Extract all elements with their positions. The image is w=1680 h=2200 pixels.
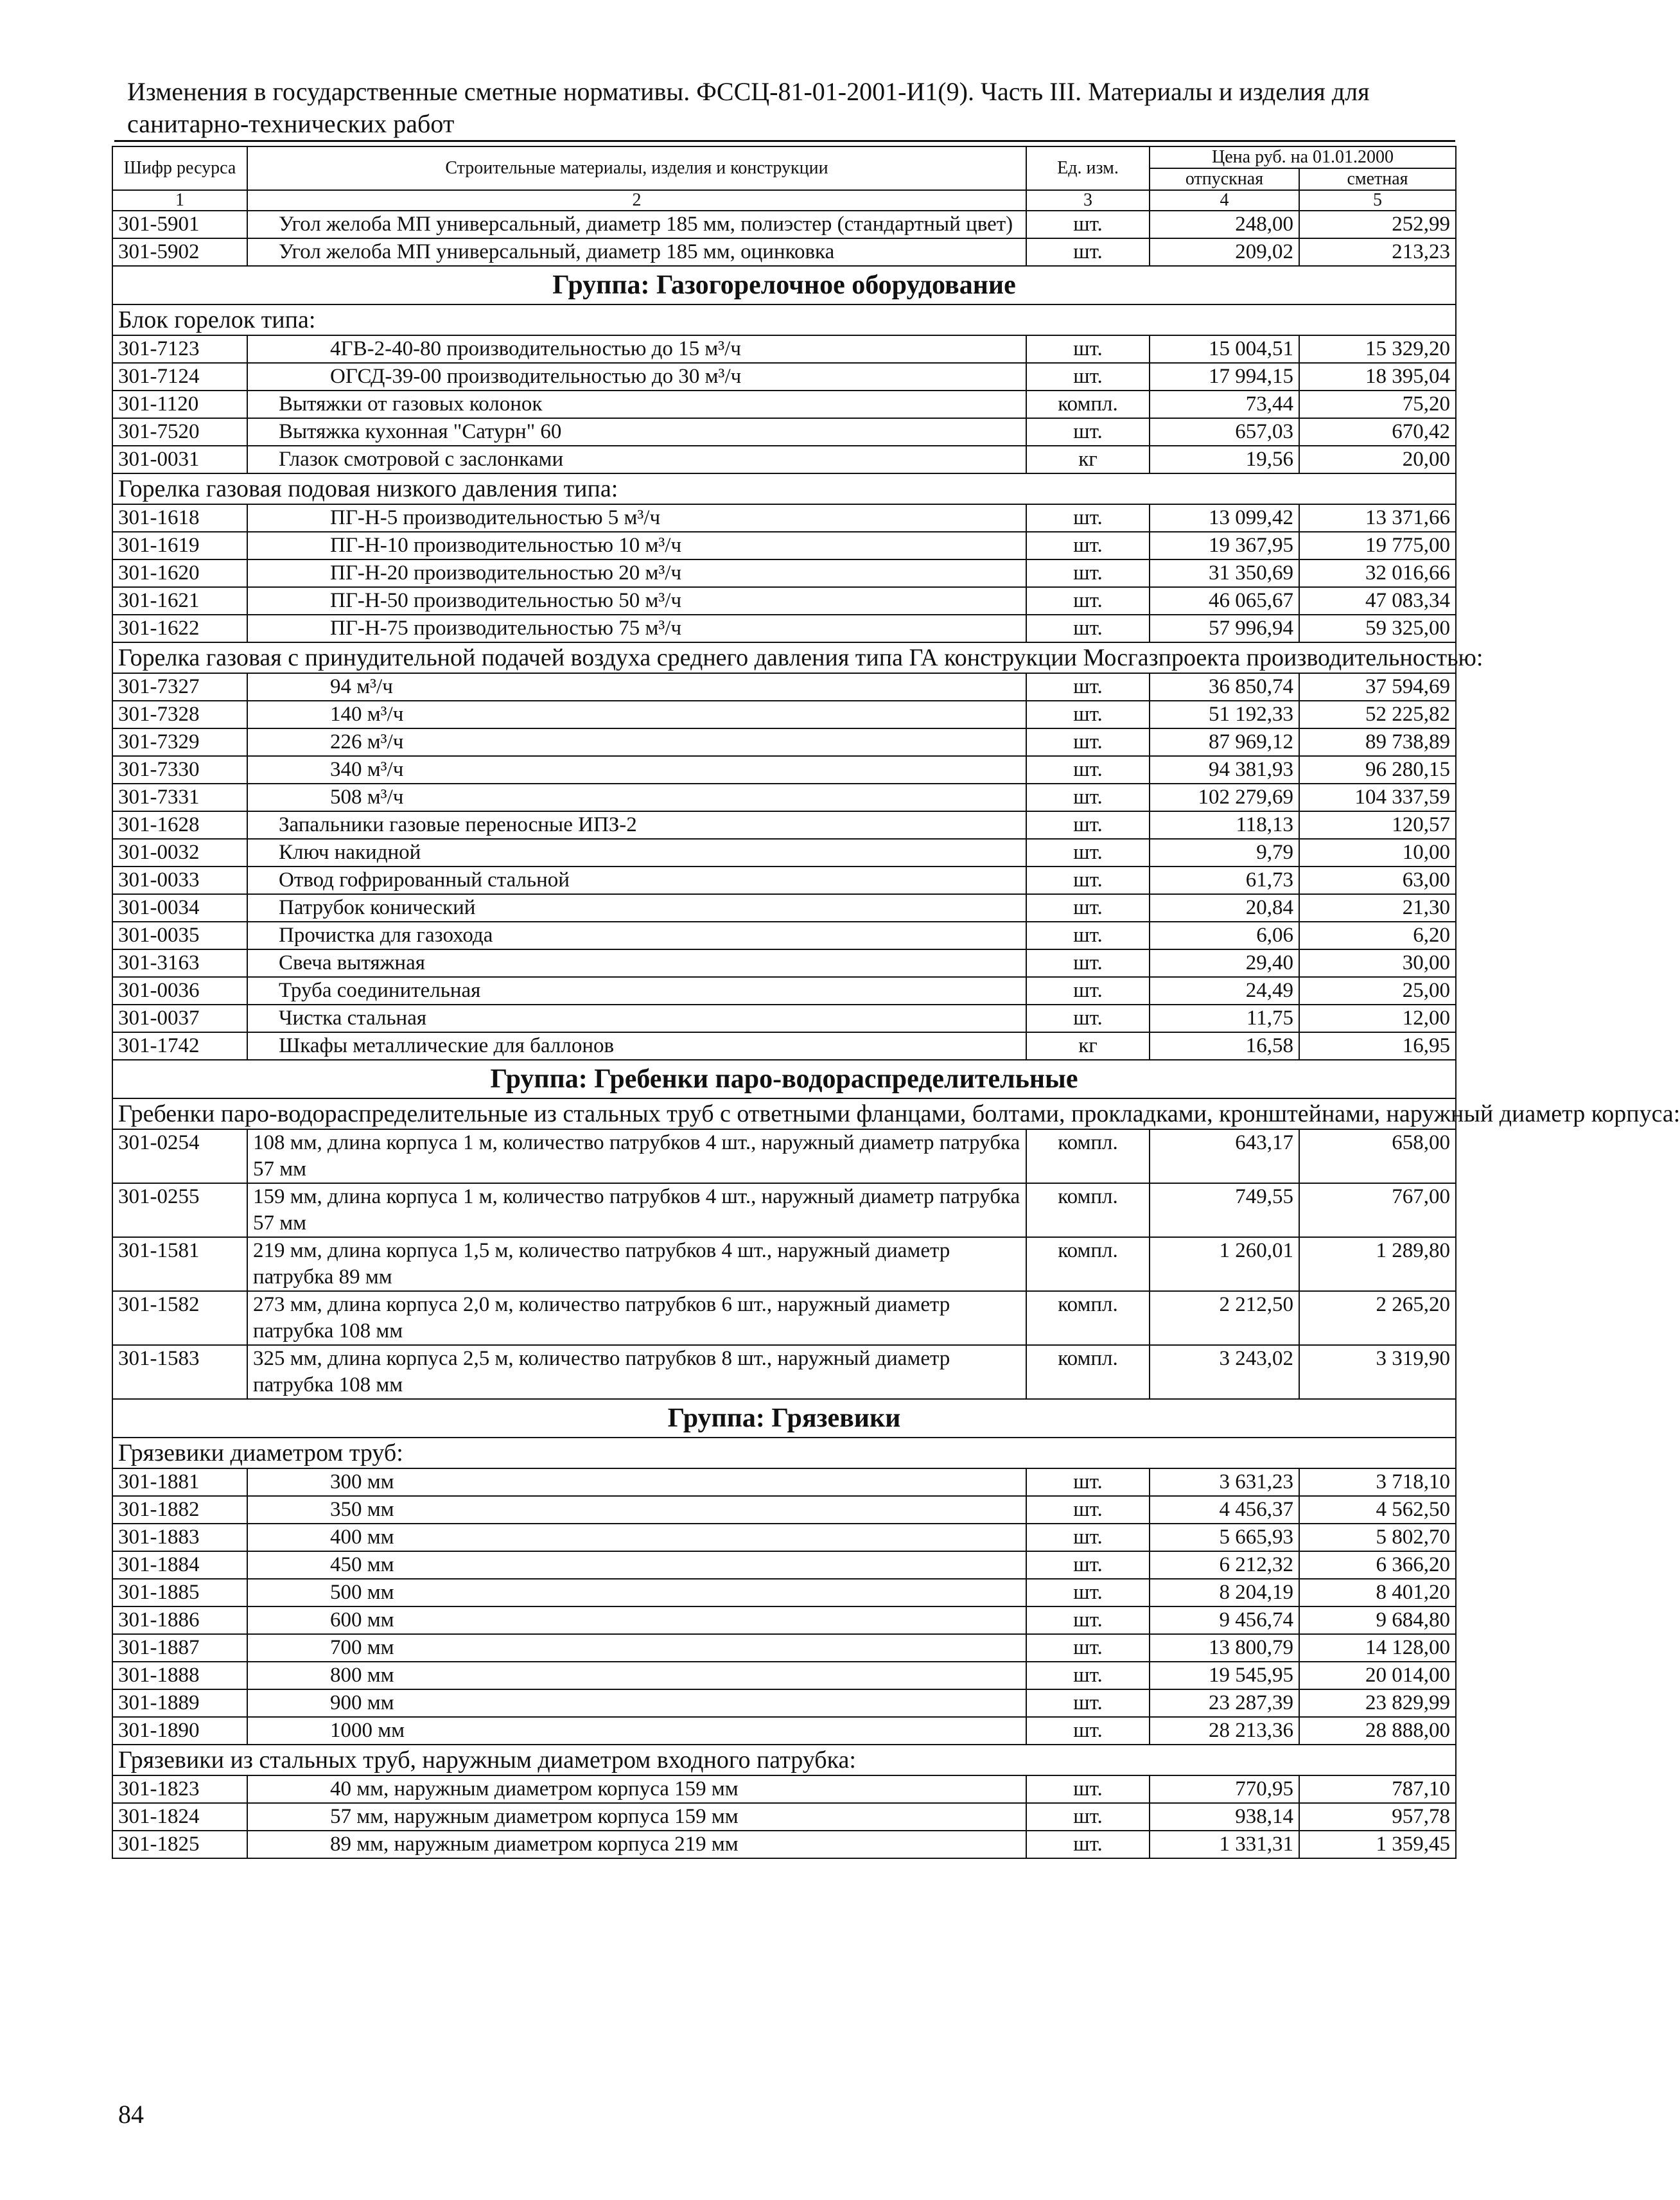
material-name-cell: 800 мм (247, 1662, 1026, 1689)
table-row (112, 1551, 1456, 1579)
estimate-price-cell: 104 337,59 (1299, 784, 1456, 811)
header-wholesale: отпускная (1150, 168, 1299, 190)
material-name-cell: Прочистка для газохода (247, 922, 1026, 949)
estimate-price-cell: 37 594,69 (1299, 673, 1456, 701)
estimate-price-cell: 957,78 (1299, 1803, 1456, 1831)
resource-code-cell: 301-7520 (112, 418, 247, 446)
column-number: 4 (1150, 190, 1299, 211)
resource-code-cell: 301-5902 (112, 238, 247, 266)
table-row (112, 1183, 1456, 1237)
unit-cell: шт. (1026, 1551, 1150, 1579)
resource-code-cell: 301-1881 (112, 1468, 247, 1496)
price-table (112, 146, 1680, 1859)
material-name-cell: 94 м³/ч (247, 673, 1026, 701)
resource-code-cell: 301-5901 (112, 211, 247, 238)
resource-code-cell: 301-1628 (112, 811, 247, 839)
estimate-price-cell: 252,99 (1299, 211, 1456, 238)
wholesale-price-cell: 94 381,93 (1150, 756, 1299, 784)
unit-cell: компл. (1026, 1291, 1150, 1345)
wholesale-price-cell: 20,84 (1150, 894, 1299, 922)
wholesale-price-cell: 61,73 (1150, 867, 1299, 894)
header-rule (114, 140, 1455, 142)
wholesale-price-cell: 102 279,69 (1150, 784, 1299, 811)
table-row (112, 1689, 1456, 1717)
unit-cell: шт. (1026, 867, 1150, 894)
subheading-row (112, 1098, 1456, 1129)
unit-cell: шт. (1026, 1689, 1150, 1717)
table-row (112, 1291, 1456, 1345)
resource-code-cell: 301-3163 (112, 949, 247, 977)
table-row (112, 839, 1456, 867)
material-name-cell: 350 мм (247, 1496, 1026, 1524)
estimate-price-cell: 18 395,04 (1299, 363, 1456, 391)
table-row (112, 977, 1456, 1005)
unit-cell: шт. (1026, 532, 1150, 559)
wholesale-price-cell: 9 456,74 (1150, 1606, 1299, 1634)
table-row (112, 363, 1456, 391)
material-name-cell: 159 мм, длина корпуса 1 м, количество патрубков 4 шт., наружный диаметр патрубка 57 мм (247, 1183, 1026, 1237)
unit-cell: шт. (1026, 894, 1150, 922)
unit-cell: кг (1026, 1032, 1150, 1060)
header-unit: Ед. изм. (1026, 146, 1150, 190)
subheading: Горелка газовая с принудительной подачей воздуха среднего давления типа ГА конструкции Мосгазпроекта производительностью: (112, 642, 1456, 673)
unit-cell: шт. (1026, 1005, 1150, 1032)
wholesale-price-cell: 8 204,19 (1150, 1579, 1299, 1606)
material-name-cell: Труба соединительная (247, 977, 1026, 1005)
estimate-price-cell: 6,20 (1299, 922, 1456, 949)
estimate-price-cell: 1 289,80 (1299, 1237, 1456, 1291)
subheading-row (112, 642, 1456, 673)
estimate-price-cell: 30,00 (1299, 949, 1456, 977)
wholesale-price-cell: 2 212,50 (1150, 1291, 1299, 1345)
wholesale-price-cell: 28 213,36 (1150, 1717, 1299, 1745)
resource-code-cell: 301-0033 (112, 867, 247, 894)
table-row (112, 949, 1456, 977)
table-row (112, 1129, 1456, 1183)
unit-cell: шт. (1026, 1496, 1150, 1524)
estimate-price-cell: 5 802,70 (1299, 1524, 1456, 1551)
resource-code-cell: 301-7124 (112, 363, 247, 391)
wholesale-price-cell: 4 456,37 (1150, 1496, 1299, 1524)
resource-code-cell: 301-1618 (112, 504, 247, 532)
material-name-cell: 108 мм, длина корпуса 1 м, количество патрубков 4 шт., наружный диаметр патрубка 57 мм (247, 1129, 1026, 1183)
unit-cell: компл. (1026, 1237, 1150, 1291)
wholesale-price-cell: 6,06 (1150, 922, 1299, 949)
subheading-row (112, 1438, 1456, 1468)
unit-cell: шт. (1026, 1717, 1150, 1745)
unit-cell: шт. (1026, 1831, 1150, 1858)
estimate-price-cell: 2 265,20 (1299, 1291, 1456, 1345)
table-row (112, 1032, 1456, 1060)
wholesale-price-cell: 73,44 (1150, 391, 1299, 418)
material-name-cell: 700 мм (247, 1634, 1026, 1662)
table-row (112, 922, 1456, 949)
unit-cell: шт. (1026, 1468, 1150, 1496)
estimate-price-cell: 59 325,00 (1299, 615, 1456, 642)
wholesale-price-cell: 770,95 (1150, 1775, 1299, 1803)
table-row (112, 532, 1456, 559)
wholesale-price-cell: 31 350,69 (1150, 559, 1299, 587)
estimate-price-cell: 96 280,15 (1299, 756, 1456, 784)
material-name-cell: ОГСД-39-00 производительностью до 30 м³/ч (247, 363, 1026, 391)
subheading: Гребенки паро-водораспределительные из стальных труб с ответными фланцами, болтами, прокладками, кронштейнами, наружный диаметр корпуса: (112, 1098, 1456, 1129)
estimate-price-cell: 32 016,66 (1299, 559, 1456, 587)
column-number: 1 (112, 190, 247, 211)
wholesale-price-cell: 1 260,01 (1150, 1237, 1299, 1291)
estimate-price-cell: 4 562,50 (1299, 1496, 1456, 1524)
resource-code-cell: 301-1887 (112, 1634, 247, 1662)
estimate-price-cell: 213,23 (1299, 238, 1456, 266)
estimate-price-cell: 47 083,34 (1299, 587, 1456, 615)
material-name-cell: ПГ-Н-20 производительностью 20 м³/ч (247, 559, 1026, 587)
estimate-price-cell: 23 829,99 (1299, 1689, 1456, 1717)
resource-code-cell: 301-1885 (112, 1579, 247, 1606)
unit-cell: шт. (1026, 504, 1150, 532)
material-name-cell: 508 м³/ч (247, 784, 1026, 811)
resource-code-cell: 301-1888 (112, 1662, 247, 1689)
material-name-cell: Глазок смотровой с заслонками (247, 446, 1026, 473)
unit-cell: шт. (1026, 238, 1150, 266)
unit-cell: шт. (1026, 1775, 1150, 1803)
material-name-cell: 500 мм (247, 1579, 1026, 1606)
column-number-row (112, 190, 1456, 211)
estimate-price-cell: 9 684,80 (1299, 1606, 1456, 1634)
unit-cell: шт. (1026, 1524, 1150, 1551)
wholesale-price-cell: 3 631,23 (1150, 1468, 1299, 1496)
wholesale-price-cell: 29,40 (1150, 949, 1299, 977)
wholesale-price-cell: 938,14 (1150, 1803, 1299, 1831)
wholesale-price-cell: 16,58 (1150, 1032, 1299, 1060)
resource-code-cell: 301-1581 (112, 1237, 247, 1291)
resource-code-cell: 301-1120 (112, 391, 247, 418)
unit-cell: шт. (1026, 559, 1150, 587)
unit-cell: шт. (1026, 615, 1150, 642)
table-row (112, 446, 1456, 473)
estimate-price-cell: 12,00 (1299, 1005, 1456, 1032)
column-number: 5 (1299, 190, 1456, 211)
resource-code-cell: 301-0037 (112, 1005, 247, 1032)
subheading-row (112, 304, 1456, 335)
resource-code-cell: 301-0036 (112, 977, 247, 1005)
wholesale-price-cell: 23 287,39 (1150, 1689, 1299, 1717)
table-row (112, 1662, 1456, 1689)
table-row (112, 1237, 1456, 1291)
material-name-cell: 57 мм, наружным диаметром корпуса 159 мм (247, 1803, 1026, 1831)
wholesale-price-cell: 87 969,12 (1150, 728, 1299, 756)
group-heading-row (112, 266, 1456, 304)
estimate-price-cell: 1 359,45 (1299, 1831, 1456, 1858)
wholesale-price-cell: 209,02 (1150, 238, 1299, 266)
table-row (112, 504, 1456, 532)
resource-code-cell: 301-7330 (112, 756, 247, 784)
unit-cell: шт. (1026, 728, 1150, 756)
wholesale-price-cell: 6 212,32 (1150, 1551, 1299, 1579)
table-row (112, 1345, 1456, 1399)
resource-code-cell: 301-7331 (112, 784, 247, 811)
unit-cell: шт. (1026, 418, 1150, 446)
unit-cell: шт. (1026, 977, 1150, 1005)
material-name-cell: 273 мм, длина корпуса 2,0 м, количество патрубков 6 шт., наружный диаметр патрубка 108 мм (247, 1291, 1026, 1345)
material-name-cell: 300 мм (247, 1468, 1026, 1496)
resource-code-cell: 301-0035 (112, 922, 247, 949)
estimate-price-cell: 670,42 (1299, 418, 1456, 446)
page-header: Изменения в государственные сметные нормативы. ФССЦ-81-01-2001-И1(9). Часть III. Материалы и изделия для санитарно-технических работ (127, 77, 1370, 138)
column-number: 3 (1026, 190, 1150, 211)
wholesale-price-cell: 15 004,51 (1150, 335, 1299, 363)
unit-cell: шт. (1026, 587, 1150, 615)
table-row (112, 1717, 1456, 1745)
resource-code-cell: 301-7328 (112, 701, 247, 728)
resource-code-cell: 301-1889 (112, 1689, 247, 1717)
table-row (112, 391, 1456, 418)
wholesale-price-cell: 9,79 (1150, 839, 1299, 867)
table-row (112, 784, 1456, 811)
table-header-row (112, 146, 1456, 168)
unit-cell: шт. (1026, 211, 1150, 238)
unit-cell: шт. (1026, 701, 1150, 728)
material-name-cell: Вытяжка кухонная "Сатурн" 60 (247, 418, 1026, 446)
wholesale-price-cell: 749,55 (1150, 1183, 1299, 1237)
header-name: Строительные материалы, изделия и конструкции (247, 146, 1026, 190)
group-heading-row (112, 1399, 1456, 1438)
subheading-row (112, 473, 1456, 504)
resource-code-cell: 301-0031 (112, 446, 247, 473)
material-name-cell: Патрубок конический (247, 894, 1026, 922)
estimate-price-cell: 3 319,90 (1299, 1345, 1456, 1399)
table-row (112, 1005, 1456, 1032)
wholesale-price-cell: 657,03 (1150, 418, 1299, 446)
wholesale-price-cell: 13 800,79 (1150, 1634, 1299, 1662)
wholesale-price-cell: 24,49 (1150, 977, 1299, 1005)
material-name-cell: 1000 мм (247, 1717, 1026, 1745)
resource-code-cell: 301-1825 (112, 1831, 247, 1858)
table-row (112, 1606, 1456, 1634)
material-name-cell: 219 мм, длина корпуса 1,5 м, количество патрубков 4 шт., наружный диаметр патрубка 89 мм (247, 1237, 1026, 1291)
table-row (112, 1496, 1456, 1524)
wholesale-price-cell: 11,75 (1150, 1005, 1299, 1032)
estimate-price-cell: 20 014,00 (1299, 1662, 1456, 1689)
estimate-price-cell: 15 329,20 (1299, 335, 1456, 363)
estimate-price-cell: 6 366,20 (1299, 1551, 1456, 1579)
table-row (112, 1579, 1456, 1606)
unit-cell: шт. (1026, 673, 1150, 701)
resource-code-cell: 301-1621 (112, 587, 247, 615)
estimate-price-cell: 52 225,82 (1299, 701, 1456, 728)
wholesale-price-cell: 5 665,93 (1150, 1524, 1299, 1551)
table-row (112, 811, 1456, 839)
subheading: Грязевики диаметром труб: (112, 1438, 1456, 1468)
material-name-cell: ПГ-Н-50 производительностью 50 м³/ч (247, 587, 1026, 615)
wholesale-price-cell: 1 331,31 (1150, 1831, 1299, 1858)
estimate-price-cell: 20,00 (1299, 446, 1456, 473)
material-name-cell: Отвод гофрированный стальной (247, 867, 1026, 894)
wholesale-price-cell: 46 065,67 (1150, 587, 1299, 615)
material-name-cell: Угол желоба МП универсальный, диаметр 185 мм, оцинковка (247, 238, 1026, 266)
resource-code-cell: 301-0255 (112, 1183, 247, 1237)
table-row (112, 756, 1456, 784)
material-name-cell: Свеча вытяжная (247, 949, 1026, 977)
table-row (112, 211, 1456, 238)
wholesale-price-cell: 19,56 (1150, 446, 1299, 473)
subheading: Горелка газовая подовая низкого давления типа: (112, 473, 1456, 504)
estimate-price-cell: 19 775,00 (1299, 532, 1456, 559)
unit-cell: компл. (1026, 1345, 1150, 1399)
unit-cell: шт. (1026, 1579, 1150, 1606)
resource-code-cell: 301-1883 (112, 1524, 247, 1551)
estimate-price-cell: 8 401,20 (1299, 1579, 1456, 1606)
resource-code-cell: 301-7327 (112, 673, 247, 701)
material-name-cell: 89 мм, наружным диаметром корпуса 219 мм (247, 1831, 1026, 1858)
unit-cell: шт. (1026, 949, 1150, 977)
resource-code-cell: 301-0032 (112, 839, 247, 867)
wholesale-price-cell: 51 192,33 (1150, 701, 1299, 728)
table-row (112, 559, 1456, 587)
wholesale-price-cell: 57 996,94 (1150, 615, 1299, 642)
material-name-cell: 4ГВ-2-40-80 производительностью до 15 м³/ч (247, 335, 1026, 363)
resource-code-cell: 301-0254 (112, 1129, 247, 1183)
table-row (112, 335, 1456, 363)
material-name-cell: 340 м³/ч (247, 756, 1026, 784)
subheading: Грязевики из стальных труб, наружным диаметром входного патрубка: (112, 1745, 1456, 1775)
unit-cell: шт. (1026, 839, 1150, 867)
material-name-cell: ПГ-Н-75 производительностью 75 м³/ч (247, 615, 1026, 642)
table-row (112, 587, 1456, 615)
table-row (112, 1803, 1456, 1831)
wholesale-price-cell: 17 994,15 (1150, 363, 1299, 391)
table-row (112, 728, 1456, 756)
table-row (112, 615, 1456, 642)
resource-code-cell: 301-1884 (112, 1551, 247, 1579)
header-code: Шифр ресурса (112, 146, 247, 190)
unit-cell: шт. (1026, 811, 1150, 839)
unit-cell: шт. (1026, 1803, 1150, 1831)
resource-code-cell: 301-1622 (112, 615, 247, 642)
estimate-price-cell: 21,30 (1299, 894, 1456, 922)
table-row (112, 673, 1456, 701)
unit-cell: шт. (1026, 1606, 1150, 1634)
wholesale-price-cell: 19 545,95 (1150, 1662, 1299, 1689)
table-row (112, 1524, 1456, 1551)
resource-code-cell: 301-1824 (112, 1803, 247, 1831)
resource-code-cell: 301-1890 (112, 1717, 247, 1745)
resource-code-cell: 301-1583 (112, 1345, 247, 1399)
estimate-price-cell: 16,95 (1299, 1032, 1456, 1060)
estimate-price-cell: 13 371,66 (1299, 504, 1456, 532)
resource-code-cell: 301-7123 (112, 335, 247, 363)
group-heading: Группа: Гребенки паро-водораспределительные (112, 1060, 1456, 1098)
table-row (112, 238, 1456, 266)
unit-cell: компл. (1026, 1129, 1150, 1183)
resource-code-cell: 301-1620 (112, 559, 247, 587)
estimate-price-cell: 63,00 (1299, 867, 1456, 894)
resource-code-cell: 301-0034 (112, 894, 247, 922)
material-name-cell: Угол желоба МП универсальный, диаметр 185 мм, полиэстер (стандартный цвет) (247, 211, 1026, 238)
group-heading-row (112, 1060, 1456, 1098)
unit-cell: шт. (1026, 784, 1150, 811)
table-row (112, 701, 1456, 728)
material-name-cell: 325 мм, длина корпуса 2,5 м, количество патрубков 8 шт., наружный диаметр патрубка 108 мм (247, 1345, 1026, 1399)
estimate-price-cell: 120,57 (1299, 811, 1456, 839)
material-name-cell: 450 мм (247, 1551, 1026, 1579)
material-name-cell: 900 мм (247, 1689, 1026, 1717)
header-price: Цена руб. на 01.01.2000 (1150, 146, 1456, 168)
unit-cell: компл. (1026, 1183, 1150, 1237)
resource-code-cell: 301-1619 (112, 532, 247, 559)
unit-cell: шт. (1026, 1662, 1150, 1689)
table-row (112, 867, 1456, 894)
table-row (112, 1775, 1456, 1803)
material-name-cell: Ключ накидной (247, 839, 1026, 867)
subheading: Блок горелок типа: (112, 304, 1456, 335)
column-number: 2 (247, 190, 1026, 211)
unit-cell: шт. (1026, 335, 1150, 363)
resource-code-cell: 301-7329 (112, 728, 247, 756)
material-name-cell: 40 мм, наружным диаметром корпуса 159 мм (247, 1775, 1026, 1803)
estimate-price-cell: 28 888,00 (1299, 1717, 1456, 1745)
subheading-row (112, 1745, 1456, 1775)
material-name-cell: 400 мм (247, 1524, 1026, 1551)
material-name-cell: 226 м³/ч (247, 728, 1026, 756)
estimate-price-cell: 89 738,89 (1299, 728, 1456, 756)
unit-cell: шт. (1026, 922, 1150, 949)
estimate-price-cell: 75,20 (1299, 391, 1456, 418)
table-row (112, 894, 1456, 922)
material-name-cell: Запальники газовые переносные ИПЗ-2 (247, 811, 1026, 839)
unit-cell: шт. (1026, 1634, 1150, 1662)
estimate-price-cell: 767,00 (1299, 1183, 1456, 1237)
resource-code-cell: 301-1742 (112, 1032, 247, 1060)
table-row (112, 418, 1456, 446)
page-number: 84 (118, 2100, 144, 2129)
wholesale-price-cell: 36 850,74 (1150, 673, 1299, 701)
estimate-price-cell: 658,00 (1299, 1129, 1456, 1183)
material-name-cell: 140 м³/ч (247, 701, 1026, 728)
estimate-price-cell: 25,00 (1299, 977, 1456, 1005)
estimate-price-cell: 3 718,10 (1299, 1468, 1456, 1496)
wholesale-price-cell: 248,00 (1150, 211, 1299, 238)
wholesale-price-cell: 643,17 (1150, 1129, 1299, 1183)
header-estimate: сметная (1299, 168, 1456, 190)
resource-code-cell: 301-1582 (112, 1291, 247, 1345)
table-row (112, 1468, 1456, 1496)
unit-cell: шт. (1026, 363, 1150, 391)
material-name-cell: ПГ-Н-10 производительностью 10 м³/ч (247, 532, 1026, 559)
resource-code-cell: 301-1823 (112, 1775, 247, 1803)
group-heading: Группа: Грязевики (112, 1399, 1456, 1438)
estimate-price-cell: 10,00 (1299, 839, 1456, 867)
unit-cell: компл. (1026, 391, 1150, 418)
wholesale-price-cell: 3 243,02 (1150, 1345, 1299, 1399)
unit-cell: шт. (1026, 756, 1150, 784)
table-row (112, 1634, 1456, 1662)
material-name-cell: Вытяжки от газовых колонок (247, 391, 1026, 418)
material-name-cell: Шкафы металлические для баллонов (247, 1032, 1026, 1060)
group-heading: Группа: Газогорелочное оборудование (112, 266, 1456, 304)
unit-cell: кг (1026, 446, 1150, 473)
wholesale-price-cell: 13 099,42 (1150, 504, 1299, 532)
table-row (112, 1831, 1456, 1858)
material-name-cell: 600 мм (247, 1606, 1026, 1634)
resource-code-cell: 301-1886 (112, 1606, 247, 1634)
material-name-cell: Чистка стальная (247, 1005, 1026, 1032)
estimate-price-cell: 787,10 (1299, 1775, 1456, 1803)
wholesale-price-cell: 19 367,95 (1150, 532, 1299, 559)
wholesale-price-cell: 118,13 (1150, 811, 1299, 839)
resource-code-cell: 301-1882 (112, 1496, 247, 1524)
material-name-cell: ПГ-Н-5 производительностью 5 м³/ч (247, 504, 1026, 532)
estimate-price-cell: 14 128,00 (1299, 1634, 1456, 1662)
